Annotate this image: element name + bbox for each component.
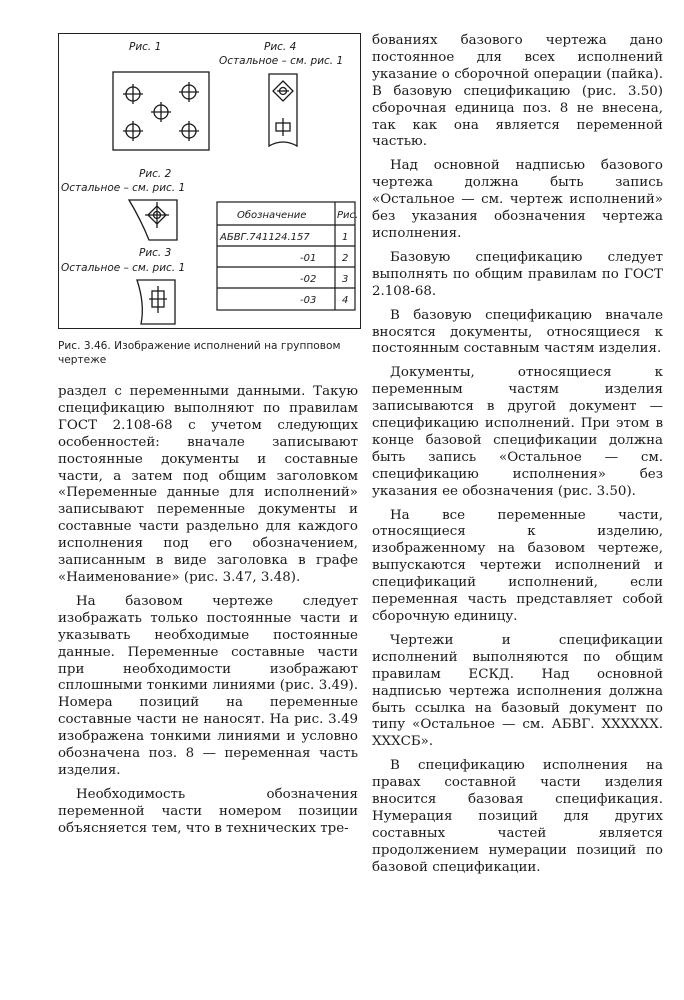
table-header-fig: Рис. — [337, 210, 359, 221]
paragraph: На базовом чертеже следует изображать только постоянные части и указывать необходимые постоянные данные. Переменные составные части при необходимости изображают сплошными тонкими линиями (рис. 3.49). Номера позиций на переменные составные части не наносят. На рис. 3.49 изображена тонкими линиями и условно обозначена поз. 8 — переменная часть изделия. — [58, 593, 358, 778]
hole-icon — [123, 121, 143, 141]
fig1-plate — [113, 72, 209, 150]
table-cell-designation: -03 — [300, 295, 317, 306]
paragraph: Необходимость обозначения переменной части номером позиции объясняется тем, что в технических тре- — [58, 786, 358, 836]
left-column — [58, 384, 358, 845]
fig3-label: Рис. 3 — [139, 247, 172, 259]
table-cell-fig: 1 — [342, 232, 349, 243]
figure-3-46 — [58, 33, 361, 329]
paragraph: Базовую спецификацию следует выполнять по общим правилам по ГОСТ 2.108-68. — [372, 249, 663, 299]
fig2-label: Рис. 2 — [139, 168, 172, 180]
figure-caption: Рис. 3.46. Изображение исполнений на групповом чертеже — [58, 340, 341, 366]
fig3-note: Остальное – см. рис. 1 — [61, 262, 186, 274]
fig4-label: Рис. 4 — [264, 41, 297, 53]
table-cell-designation: -02 — [300, 274, 317, 285]
paragraph: Документы, относящиеся к переменным частям изделия записываются в другой документ — спецификацию исполнений. При этом в конце базовой спецификации должна быть запись «Остальное — см. спецификацию исполнения» без указания ее обозначения (рис. 3.50). — [372, 365, 663, 499]
table-cell-designation: АБВГ.741124.157 — [220, 232, 310, 243]
table-cell-fig: 4 — [342, 295, 349, 306]
paragraph: Над основной надписью базового чертежа должна быть запись «Остальное — см. чертеж исполнений» без указания обозначения чертежа исполнения. — [372, 158, 663, 241]
table-cell-designation: -01 — [300, 253, 317, 264]
figure-drawing — [59, 34, 362, 330]
paragraph: Чертежи и спецификации исполнений выполняются по общим правилам ЕСКД. Над основной надписью чертежа исполнения должна быть ссылка на базовый документ по типу «Остальное — см. АБВГ. XXXXXX. XXXСБ». — [372, 632, 663, 750]
fig2-note: Остальное – см. рис. 1 — [61, 182, 186, 194]
right-column — [372, 33, 663, 884]
table-cell-fig: 3 — [342, 274, 349, 285]
paragraph: В базовую спецификацию вначале вносятся документы, относящиеся к постоянным составным частям изделия. — [372, 307, 663, 357]
paragraph: раздел с переменными данными. Такую спецификацию выполняют по правилам ГОСТ 2.108-68 с учетом следующих особенностей: вначале записывают постоянные документы и составные части, а затем под общим заголовком «Переменные данные для исполнений» записывают переменные документы и составные части раздельно для каждого исполнения под его обозначением, записанным в виде заголовка в графе «Наименование» (рис. 3.47, 3.48). — [58, 384, 358, 585]
hole-icon — [151, 102, 171, 122]
fig2-plate — [129, 200, 177, 240]
paragraph: бованиях базового чертежа дано постоянное для всех исполнений указание о сборочной операции (пайка). В базовую спецификацию (рис. 3.50) сборочная единица поз. 8 не внесена, так как она является переменной частью. — [372, 33, 663, 150]
hole-icon — [123, 84, 143, 104]
hole-icon — [179, 82, 199, 102]
fig4-plate — [269, 74, 297, 146]
table-cell-fig: 2 — [342, 253, 349, 264]
paragraph: В спецификацию исполнения на правах составной части изделия вносится базовая спецификация. Нумерация позиций для других составных частей является продолжением нумерации позиций по базовой спецификации. — [372, 758, 663, 875]
fig1-label: Рис. 1 — [129, 41, 162, 53]
table-header-designation: Обозначение — [237, 210, 307, 221]
hole-icon — [179, 121, 199, 141]
fig3-plate — [137, 280, 175, 324]
fig4-note: Остальное – см. рис. 1 — [219, 55, 344, 67]
paragraph: На все переменные части, относящиеся к изделию, изображенному на базовом чертеже, выпускаются чертежи исполнений и спецификаций исполнений, если переменная часть представляет собой сборочную единицу. — [372, 507, 663, 624]
